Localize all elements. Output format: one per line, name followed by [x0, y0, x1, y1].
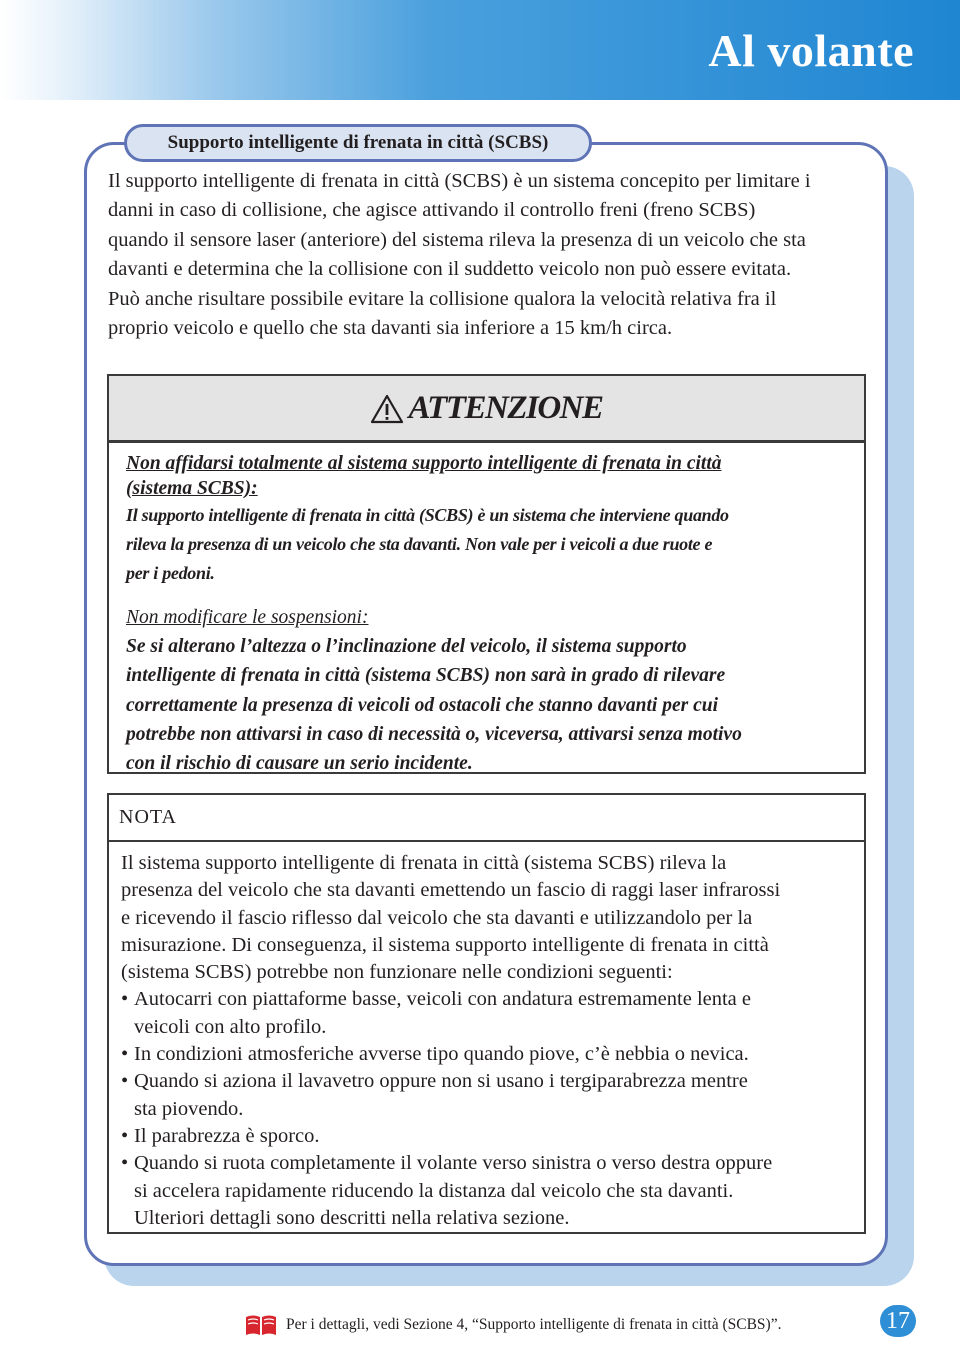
note-bullet-list: [121, 986, 854, 1232]
note-line: misurazione. Di conseguenza, il sistema supporto intelligente di frenata in città: [121, 933, 769, 956]
list-item: [121, 1123, 854, 1150]
page-number: 17: [880, 1305, 916, 1337]
bullet-line: • Quando si aziona il lavavetro oppure non si usano i tergiparabrezza mentre: [134, 1070, 748, 1093]
section-tab: Supporto intelligente di frenata in città (SCBS): [124, 124, 592, 162]
warning-text-line: rileva la presenza di un veicolo che sta davanti. Non vale per i veicoli a due ruote e: [126, 534, 713, 554]
note-body: [109, 842, 864, 1232]
warning-text-line: intelligente di frenata in città (sistema SCBS) non sarà in grado di rilevare: [126, 665, 726, 687]
warning-text-line: Il supporto intelligente di frenata in città (SCBS) è un sistema che interviene quando: [126, 505, 729, 525]
intro-line: Può anche risultare possibile evitare la collisione qualora la velocità relativa fra il: [108, 287, 777, 310]
footer-reference-text: Per i dettagli, vedi Sezione 4, “Supporto intelligente di frenata in città (SCBS)”.: [286, 1316, 782, 1333]
warning-body: [109, 443, 864, 778]
warning-text-line: Se si alterano l’altezza o l’inclinazione del veicolo, il sistema supporto: [126, 636, 687, 657]
intro-line: danni in caso di collisione, che agisce attivando il controllo freni (freno SCBS): [108, 199, 756, 222]
warning-text-line: con il rischio di causare un serio incidente.: [126, 753, 473, 775]
warning-text-line: potrebbe non attivarsi in caso di necessità o, viceversa, attivarsi senza motivo: [126, 723, 742, 745]
intro-line: davanti e determina che la collisione con il suddetto veicolo non può essere evitata.: [108, 258, 792, 281]
bullet-line: veicoli con alto profilo.: [134, 1015, 327, 1038]
bullet-line: • Autocarri con piattaforme basse, veicoli con andatura estremamente lenta e: [134, 988, 752, 1011]
note-line: Il sistema supporto intelligente di frenata in città (sistema SCBS) rileva la: [121, 852, 727, 874]
warning-text-line: per i pedoni.: [126, 563, 215, 583]
intro-line: proprio veicolo e quello che sta davanti sia inferiore a 15 km/h circa.: [108, 317, 673, 340]
warning-title: ATTENZIONE: [408, 389, 603, 426]
warning-heading-1: [126, 451, 846, 501]
list-item: [121, 1041, 854, 1068]
warning-box: [107, 374, 866, 774]
warning-triangle-icon: [370, 394, 404, 424]
warning-heading-2: Non modificare le sospensioni:: [126, 607, 369, 628]
note-intro: [121, 850, 854, 986]
warning-text-line: correttamente la presenza di veicoli od ostacoli che stanno davanti per cui: [126, 694, 719, 716]
note-title: NOTA: [109, 795, 864, 842]
intro-line: Il supporto intelligente di frenata in città (SCBS) è un sistema concepito per limitare i: [108, 170, 811, 192]
bullet-line: sta piovendo.: [134, 1097, 244, 1120]
bullet-line: Ulteriori dettagli sono descritti nella relativa sezione.: [134, 1206, 570, 1229]
note-line: e ricevendo il fascio riflesso dal veicolo che sta davanti e utilizzandolo per la: [121, 906, 753, 929]
book-icon: [244, 1313, 278, 1337]
bullet-line: si accelera rapidamente riducendo la distanza dal veicolo che sta davanti.: [134, 1179, 734, 1202]
warning-heading-line: (sistema SCBS):: [126, 478, 258, 499]
note-line: presenza del veicolo che sta davanti emettendo un fascio di raggi laser infrarossi: [121, 879, 781, 902]
list-item: [121, 1150, 854, 1232]
footer-reference: [244, 1313, 781, 1337]
intro-paragraph: [108, 167, 876, 343]
warning-heading-line: Non affidarsi totalmente al sistema supporto intelligente di frenata in città: [126, 453, 722, 474]
list-item: [121, 986, 854, 1041]
page-title: Al volante: [708, 25, 914, 76]
list-item: [121, 1068, 854, 1123]
bullet-line: • Il parabrezza è sporco.: [134, 1124, 320, 1147]
bullet-line: • Quando si ruota completamente il volante verso sinistra o verso destra oppure: [134, 1152, 773, 1175]
bullet-line: • In condizioni atmosferiche avverse tipo quando piove, c’è nebbia o nevica.: [134, 1043, 749, 1066]
note-line: (sistema SCBS) potrebbe non funzionare nelle condizioni seguenti:: [121, 961, 673, 984]
intro-line: quando il sensore laser (anteriore) del sistema rileva la presenza di un veicolo che sta: [108, 228, 806, 251]
warning-header: [109, 376, 864, 443]
warning-text-2: [126, 632, 846, 778]
warning-text-1: [126, 501, 846, 588]
note-box: [107, 793, 866, 1234]
